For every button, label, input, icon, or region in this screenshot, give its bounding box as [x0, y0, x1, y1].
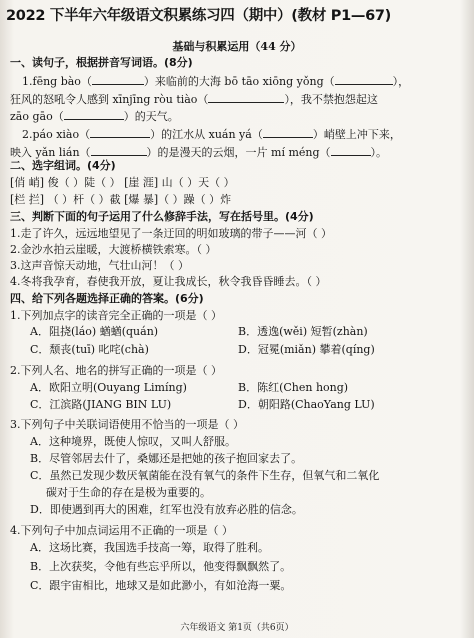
- mcq3-option-a[interactable]: A．这种境界，既使人惊叹，又叫人舒服。: [30, 435, 236, 448]
- rhetoric-item-3: 3.这声音惊天动地，气壮山河！（ ）: [10, 259, 189, 272]
- section4-heading: 四、给下列各题选择正确的答案。(6分): [10, 292, 204, 305]
- answer-blank[interactable]: [90, 127, 150, 138]
- q1-line2-b: ），我不禁抱怨起这: [284, 93, 378, 106]
- q1-line2-a: 狂风的怒吼令人感到 xīnjīng ròu tiào（: [10, 93, 209, 106]
- q1-line1: [22, 74, 409, 88]
- mcq4-stem: 4.下列句子中加点词运用不正确的一项是（ ）: [10, 524, 233, 537]
- q2-line2-b: ）的是漫天的云烟，一片 mí méng（: [146, 146, 331, 159]
- q2-pinyin-c: ）峭壁上冲下来，: [312, 128, 401, 141]
- mcq4-option-a[interactable]: A．这场比赛，我国选手技高一筹，取得了胜利。: [30, 541, 269, 554]
- answer-blank[interactable]: [64, 109, 124, 120]
- mcq3-stem: 3.下列句子中关联词语使用不恰当的一项是（ ）: [10, 418, 244, 431]
- mcq1-stem: 1.下列加点字的读音完全正确的一项是（ ）: [10, 309, 222, 322]
- q2-line2: [10, 145, 387, 159]
- mcq4-option-b[interactable]: B．上次获奖，令他有些忘乎所以，他变得飘飘然了。: [30, 560, 292, 573]
- page-footer: 六年级语文 第1页（共6页）: [180, 623, 294, 633]
- page-title: 2022 下半年六年级语文积累练习四（期中）(教材 P1—67): [6, 8, 391, 24]
- mcq2-option-a[interactable]: A．欧阳立明(Ouyang Limíng): [30, 381, 187, 394]
- rhetoric-item-4: 4.冬将我孕育，春使我开放，夏让我成长，秋令我昏昏睡去。（ ）: [10, 275, 327, 288]
- answer-blank[interactable]: [331, 145, 371, 156]
- section1-heading: 一、读句子，根据拼音写词语。(8分): [10, 56, 193, 69]
- q2-line1: [22, 127, 401, 141]
- q1-line3: [10, 109, 179, 123]
- q2-pinyin-a: 2.páo xiào（: [22, 128, 91, 141]
- answer-blank[interactable]: [263, 127, 313, 138]
- section3-heading: 三、判断下面的句子运用了什么修辞手法，写在括号里。(4分): [10, 210, 314, 223]
- mcq3-option-c-line1[interactable]: C．虽然已发现少数厌氧菌能在没有氧气的条件下生存，但氧气和二氧化: [30, 469, 380, 482]
- q1-line3-a: zāo gāo（: [10, 110, 64, 123]
- answer-blank[interactable]: [92, 74, 144, 85]
- mcq1-option-c[interactable]: C．颓丧(tuī) 叱咤(chà): [30, 343, 149, 356]
- rhetoric-item-2: 2.金沙水拍云崖暖，大渡桥横铁索寒。（ ）: [10, 243, 217, 256]
- mcq1-option-a[interactable]: A．阻挠(láo) 蝤蝤(quán): [30, 325, 159, 338]
- mcq2-option-b[interactable]: B．陈红(Chen hong): [238, 381, 349, 394]
- rhetoric-item-1: 1.走了许久，远远地望见了一条迂回的明如玻璃的带子——河（ ）: [10, 227, 332, 240]
- mcq2-option-c[interactable]: C．江滨路(JIANG BIN LU): [30, 398, 172, 411]
- section-subtitle: 基础与积累运用（44 分）: [172, 40, 302, 53]
- mcq3-option-c-line2: 碳对于生命的存在是极为重要的。: [46, 486, 211, 499]
- q1-pinyin-c: ），: [392, 75, 410, 88]
- q2-line2-c: ）。: [370, 146, 388, 159]
- mcq3-option-d[interactable]: D．即使遇到再大的困难，红军也没有放弃必胜的信念。: [30, 503, 303, 516]
- q1-line3-b: ）的天气。: [123, 110, 179, 123]
- answer-blank[interactable]: [91, 145, 147, 156]
- q1-pinyin-a: 1.fēng bào（: [22, 75, 92, 88]
- answer-blank[interactable]: [208, 92, 284, 103]
- answer-blank[interactable]: [335, 74, 393, 85]
- q1-line2: [10, 92, 378, 106]
- q2-pinyin-b: ）的江水从 xuán yá（: [150, 128, 263, 141]
- mcq3-option-b[interactable]: B．尽管邻居去什了，桑娜还是把她的孩子抱回家去了。: [30, 452, 303, 465]
- mcq4-option-c[interactable]: C．跟宇宙相比，地球又是如此渺小，有如沧海一粟。: [30, 579, 292, 592]
- section2-heading: 二、选字组词。(4分): [10, 159, 116, 172]
- word-choice-row-2: [栏 拦] （ ）杆（ ）截 [爆 暴]（ ）躁（ ）炸: [10, 193, 232, 206]
- mcq1-option-d[interactable]: D．冠冕(miǎn) 攀着(qíng): [238, 343, 375, 356]
- mcq2-option-d[interactable]: D．朝阳路(ChaoYang LU): [238, 398, 375, 411]
- word-choice-row-1: [俏 峭] 俊（ ）陡（ ） [崖 涯] 山（ ）天（ ）: [10, 176, 235, 189]
- mcq2-stem: 2.下列人名、地名的拼写正确的一项是（ ）: [10, 364, 222, 377]
- q2-line2-a: 映入 yǎn lián（: [10, 146, 91, 159]
- q1-pinyin-b: ）来临前的大海 bō tāo xiōng yǒng（: [143, 75, 335, 88]
- mcq1-option-b[interactable]: B．透逸(wěi) 短暂(zhàn): [238, 325, 368, 338]
